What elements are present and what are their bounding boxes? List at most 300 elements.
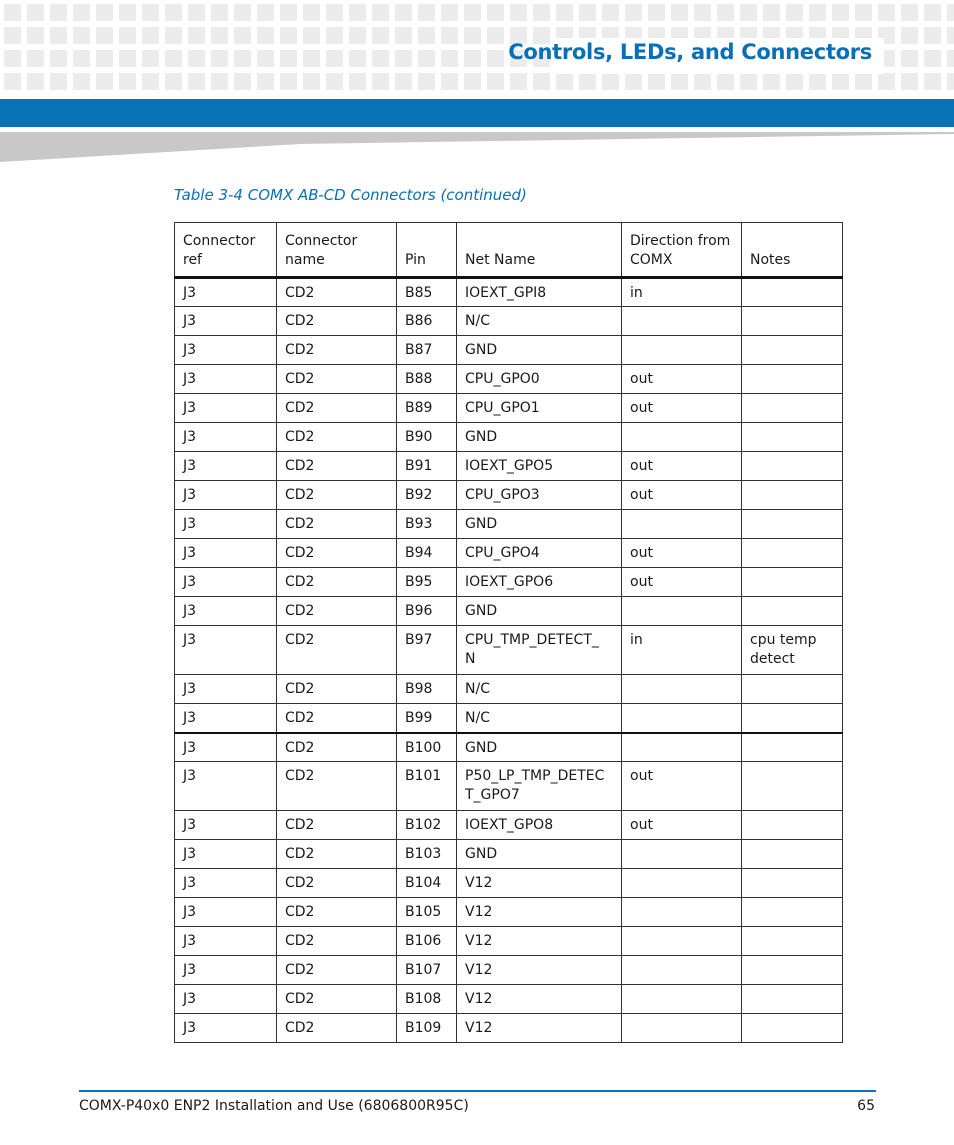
table-cell: CD2	[277, 626, 397, 675]
grid-cell	[395, 4, 412, 21]
table-cell: J3	[175, 568, 277, 597]
table-cell: CD2	[277, 1014, 397, 1043]
table-cell: J3	[175, 869, 277, 898]
table-cell	[622, 423, 742, 452]
table-cell: CD2	[277, 307, 397, 336]
grid-cell	[165, 4, 182, 21]
table-cell: J3	[175, 394, 277, 423]
grid-cell	[165, 50, 182, 67]
table-cell: J3	[175, 675, 277, 704]
table-cell: J3	[175, 956, 277, 985]
grid-cell	[372, 50, 389, 67]
grid-cell	[395, 73, 412, 90]
table-cell: J3	[175, 452, 277, 481]
table-cell: B93	[397, 510, 457, 539]
table-cell	[742, 278, 843, 307]
grid-cell	[50, 27, 67, 44]
table-cell: J3	[175, 510, 277, 539]
table-cell: B109	[397, 1014, 457, 1043]
table-row	[175, 675, 843, 704]
table-cell	[622, 985, 742, 1014]
grid-cell	[418, 4, 435, 21]
grid-cell	[717, 73, 734, 90]
table-row	[175, 568, 843, 597]
table-cell: J3	[175, 481, 277, 510]
table-cell	[622, 869, 742, 898]
table-cell: J3	[175, 762, 277, 811]
table-cell: B95	[397, 568, 457, 597]
grid-cell	[809, 73, 826, 90]
table-cell: J3	[175, 278, 277, 307]
grid-cell	[372, 73, 389, 90]
grid-cell	[257, 27, 274, 44]
grid-cell	[809, 4, 826, 21]
table-cell: in	[622, 626, 742, 675]
grid-cell	[73, 50, 90, 67]
table-row	[175, 1014, 843, 1043]
grid-cell	[50, 50, 67, 67]
grid-cell	[533, 73, 550, 90]
grid-cell	[924, 73, 941, 90]
grid-cell	[303, 4, 320, 21]
grid-cell	[257, 73, 274, 90]
table-cell: J3	[175, 423, 277, 452]
grid-cell	[487, 73, 504, 90]
grid-cell	[441, 4, 458, 21]
grid-cell	[188, 27, 205, 44]
grid-cell	[188, 4, 205, 21]
table-cell	[742, 307, 843, 336]
table-cell: CPU_GPO3	[457, 481, 622, 510]
grid-cell	[372, 27, 389, 44]
table-cell: J3	[175, 365, 277, 394]
grid-cell	[556, 4, 573, 21]
grid-cell	[901, 73, 918, 90]
table-cell: CD2	[277, 336, 397, 365]
table-cell: out	[622, 762, 742, 811]
grid-cell	[119, 4, 136, 21]
table-cell: J3	[175, 733, 277, 762]
grid-cell	[326, 73, 343, 90]
grid-cell	[280, 73, 297, 90]
grid-cell	[119, 27, 136, 44]
table-cell	[742, 840, 843, 869]
table-cell: J3	[175, 811, 277, 840]
grid-cell	[464, 27, 481, 44]
table-row	[175, 597, 843, 626]
table-cell: CPU_TMP_DETECT_ N	[457, 626, 622, 675]
grid-cell	[73, 27, 90, 44]
grid-cell	[510, 73, 527, 90]
column-header: Direction from COMX	[622, 223, 742, 278]
grid-cell	[142, 50, 159, 67]
grid-cell	[786, 4, 803, 21]
grid-cell	[740, 4, 757, 21]
table-cell: J3	[175, 597, 277, 626]
table-cell: B90	[397, 423, 457, 452]
header-band	[0, 99, 954, 127]
grid-cell	[441, 73, 458, 90]
grid-cell	[27, 73, 44, 90]
table-cell	[742, 762, 843, 811]
grid-cell	[234, 73, 251, 90]
table-row	[175, 510, 843, 539]
grid-cell	[303, 73, 320, 90]
table-cell	[742, 597, 843, 626]
table-cell: CD2	[277, 733, 397, 762]
table-row	[175, 985, 843, 1014]
grid-cell	[211, 4, 228, 21]
table-cell: J3	[175, 985, 277, 1014]
table-cell: B103	[397, 840, 457, 869]
grid-cell	[211, 50, 228, 67]
table-cell: CD2	[277, 811, 397, 840]
grid-cell	[924, 4, 941, 21]
table-cell	[742, 394, 843, 423]
table-cell: in	[622, 278, 742, 307]
grid-cell	[211, 27, 228, 44]
table-cell: CD2	[277, 956, 397, 985]
table-cell: V12	[457, 1014, 622, 1043]
grid-cell	[671, 73, 688, 90]
column-header: Net Name	[457, 223, 622, 278]
table-cell: CD2	[277, 840, 397, 869]
grid-cell	[579, 73, 596, 90]
table-cell: CD2	[277, 704, 397, 733]
grid-cell	[441, 27, 458, 44]
table-cell: CD2	[277, 762, 397, 811]
page-number: 65	[857, 1098, 875, 1114]
table-cell: out	[622, 365, 742, 394]
header-wedge	[0, 130, 954, 164]
table-cell: GND	[457, 336, 622, 365]
table-cell: B106	[397, 927, 457, 956]
table-row	[175, 336, 843, 365]
grid-cell	[50, 4, 67, 21]
grid-cell	[947, 50, 954, 67]
grid-cell	[4, 73, 21, 90]
grid-cell	[188, 73, 205, 90]
grid-cell	[234, 4, 251, 21]
table-cell	[742, 675, 843, 704]
grid-cell	[464, 4, 481, 21]
grid-cell	[625, 73, 642, 90]
grid-cell	[326, 4, 343, 21]
table-cell: GND	[457, 597, 622, 626]
grid-cell	[487, 27, 504, 44]
table-cell: out	[622, 452, 742, 481]
grid-cell	[832, 73, 849, 90]
table-cell	[622, 597, 742, 626]
grid-cell	[786, 73, 803, 90]
table-cell: J3	[175, 336, 277, 365]
table-cell: out	[622, 394, 742, 423]
table-cell: GND	[457, 733, 622, 762]
grid-cell	[349, 27, 366, 44]
grid-cell	[648, 4, 665, 21]
table-cell: CPU_GPO1	[457, 394, 622, 423]
grid-cell	[234, 50, 251, 67]
table-cell	[742, 927, 843, 956]
table-cell: CD2	[277, 539, 397, 568]
table-cell: CD2	[277, 597, 397, 626]
table-cell: B92	[397, 481, 457, 510]
grid-cell	[717, 4, 734, 21]
table-cell: V12	[457, 869, 622, 898]
grid-cell	[4, 4, 21, 21]
table-cell	[742, 985, 843, 1014]
table-cell: CD2	[277, 481, 397, 510]
table-cell: IOEXT_GPO5	[457, 452, 622, 481]
table-cell	[742, 452, 843, 481]
table-cell	[622, 675, 742, 704]
grid-cell	[855, 4, 872, 21]
table-cell	[622, 927, 742, 956]
table-cell	[742, 568, 843, 597]
grid-cell	[855, 73, 872, 90]
grid-cell	[96, 4, 113, 21]
grid-cell	[464, 50, 481, 67]
connector-table	[174, 222, 843, 1043]
grid-cell	[464, 73, 481, 90]
table-cell	[742, 510, 843, 539]
grid-cell	[119, 73, 136, 90]
table-cell	[742, 811, 843, 840]
grid-cell	[4, 27, 21, 44]
grid-cell	[694, 73, 711, 90]
table-cell: CPU_GPO0	[457, 365, 622, 394]
grid-cell	[96, 27, 113, 44]
grid-cell	[303, 50, 320, 67]
table-cell: J3	[175, 539, 277, 568]
grid-cell	[280, 27, 297, 44]
table-cell: B98	[397, 675, 457, 704]
table-cell: CD2	[277, 278, 397, 307]
table-cell: IOEXT_GPO6	[457, 568, 622, 597]
table-row	[175, 762, 843, 811]
table-cell: out	[622, 481, 742, 510]
table-cell: B89	[397, 394, 457, 423]
table-cell: N/C	[457, 704, 622, 733]
table-cell	[742, 704, 843, 733]
grid-cell	[556, 73, 573, 90]
table-cell: GND	[457, 423, 622, 452]
table-cell	[742, 423, 843, 452]
table-row	[175, 278, 843, 307]
table-cell: cpu temp detect	[742, 626, 843, 675]
table-cell: B97	[397, 626, 457, 675]
grid-cell	[832, 4, 849, 21]
grid-cell	[625, 4, 642, 21]
column-header: Connector ref	[175, 223, 277, 278]
table-cell: CD2	[277, 510, 397, 539]
table-cell: IOEXT_GPI8	[457, 278, 622, 307]
grid-cell	[349, 4, 366, 21]
table-cell: IOEXT_GPO8	[457, 811, 622, 840]
table-row	[175, 840, 843, 869]
table-cell: B108	[397, 985, 457, 1014]
table-cell: CD2	[277, 365, 397, 394]
grid-cell	[280, 50, 297, 67]
table-cell	[742, 336, 843, 365]
table-cell: B88	[397, 365, 457, 394]
grid-cell	[901, 50, 918, 67]
grid-cell	[671, 4, 688, 21]
grid-cell	[763, 73, 780, 90]
grid-cell	[395, 50, 412, 67]
grid-cell	[648, 73, 665, 90]
table-cell: B99	[397, 704, 457, 733]
grid-cell	[418, 27, 435, 44]
table-row	[175, 733, 843, 762]
grid-cell	[372, 4, 389, 21]
table-row	[175, 423, 843, 452]
table-cell	[622, 733, 742, 762]
table-cell: J3	[175, 840, 277, 869]
grid-cell	[878, 73, 895, 90]
column-header: Pin	[397, 223, 457, 278]
grid-cell	[763, 4, 780, 21]
table-cell: V12	[457, 927, 622, 956]
table-cell: J3	[175, 704, 277, 733]
table-row	[175, 956, 843, 985]
table-cell	[742, 481, 843, 510]
grid-cell	[4, 50, 21, 67]
table-cell: B85	[397, 278, 457, 307]
column-header: Notes	[742, 223, 843, 278]
table-cell: B87	[397, 336, 457, 365]
table-cell: B100	[397, 733, 457, 762]
table-row	[175, 307, 843, 336]
grid-cell	[142, 73, 159, 90]
grid-cell	[395, 27, 412, 44]
table-row	[175, 927, 843, 956]
grid-cell	[142, 27, 159, 44]
table-cell	[622, 510, 742, 539]
table-cell: N/C	[457, 675, 622, 704]
grid-cell	[349, 50, 366, 67]
table-cell: B86	[397, 307, 457, 336]
column-header: Connector name	[277, 223, 397, 278]
table-cell: CD2	[277, 394, 397, 423]
table-row	[175, 539, 843, 568]
grid-cell	[50, 73, 67, 90]
table-cell: CD2	[277, 423, 397, 452]
table-cell: B105	[397, 898, 457, 927]
table-cell: J3	[175, 898, 277, 927]
table-cell: B102	[397, 811, 457, 840]
grid-cell	[27, 4, 44, 21]
table-cell	[622, 336, 742, 365]
table-cell: J3	[175, 927, 277, 956]
table-cell: V12	[457, 956, 622, 985]
grid-cell	[510, 4, 527, 21]
grid-cell	[27, 27, 44, 44]
grid-cell	[326, 27, 343, 44]
grid-cell	[418, 50, 435, 67]
grid-cell	[901, 27, 918, 44]
table-cell: out	[622, 811, 742, 840]
grid-cell	[602, 4, 619, 21]
table-cell	[742, 898, 843, 927]
table-cell	[742, 365, 843, 394]
table-cell	[622, 307, 742, 336]
grid-cell	[487, 50, 504, 67]
grid-cell	[303, 27, 320, 44]
grid-cell	[257, 4, 274, 21]
grid-cell	[694, 4, 711, 21]
table-row	[175, 365, 843, 394]
table-cell: N/C	[457, 307, 622, 336]
grid-cell	[947, 27, 954, 44]
grid-cell	[901, 4, 918, 21]
table-row	[175, 452, 843, 481]
table-row	[175, 626, 843, 675]
grid-cell	[487, 4, 504, 21]
table-cell: CPU_GPO4	[457, 539, 622, 568]
grid-cell	[878, 4, 895, 21]
grid-cell	[924, 27, 941, 44]
grid-cell	[96, 50, 113, 67]
table-cell	[622, 898, 742, 927]
table-cell	[622, 1014, 742, 1043]
grid-cell	[579, 4, 596, 21]
grid-cell	[165, 27, 182, 44]
grid-cell	[211, 73, 228, 90]
grid-cell	[73, 73, 90, 90]
table-cell	[622, 956, 742, 985]
table-row	[175, 704, 843, 733]
table-row	[175, 898, 843, 927]
grid-cell	[165, 73, 182, 90]
grid-cell	[441, 50, 458, 67]
table-cell: B94	[397, 539, 457, 568]
table-cell	[622, 704, 742, 733]
table-cell	[622, 840, 742, 869]
table-cell: P50_LP_TMP_DETEC T_GPO7	[457, 762, 622, 811]
grid-cell	[257, 50, 274, 67]
table-cell	[742, 733, 843, 762]
grid-cell	[947, 4, 954, 21]
table-cell: CD2	[277, 452, 397, 481]
table-cell	[742, 956, 843, 985]
grid-cell	[96, 73, 113, 90]
grid-cell	[602, 73, 619, 90]
grid-cell	[924, 50, 941, 67]
table-header-row	[175, 223, 843, 278]
table-cell: J3	[175, 307, 277, 336]
table-cell: GND	[457, 840, 622, 869]
table-cell: out	[622, 568, 742, 597]
table-cell: J3	[175, 1014, 277, 1043]
grid-cell	[119, 50, 136, 67]
table-cell: out	[622, 539, 742, 568]
grid-cell	[533, 4, 550, 21]
table-cell: CD2	[277, 927, 397, 956]
grid-cell	[326, 50, 343, 67]
table-cell: V12	[457, 898, 622, 927]
grid-cell	[73, 4, 90, 21]
table-cell	[742, 869, 843, 898]
grid-cell	[280, 4, 297, 21]
page-title: Controls, LEDs, and Connectors	[508, 40, 872, 64]
grid-cell	[142, 4, 159, 21]
grid-cell	[234, 27, 251, 44]
footer-document-title: COMX-P40x0 ENP2 Installation and Use (6806800R95C)	[79, 1098, 469, 1114]
footer-rule	[79, 1090, 876, 1092]
table-row	[175, 394, 843, 423]
table-cell: CD2	[277, 675, 397, 704]
